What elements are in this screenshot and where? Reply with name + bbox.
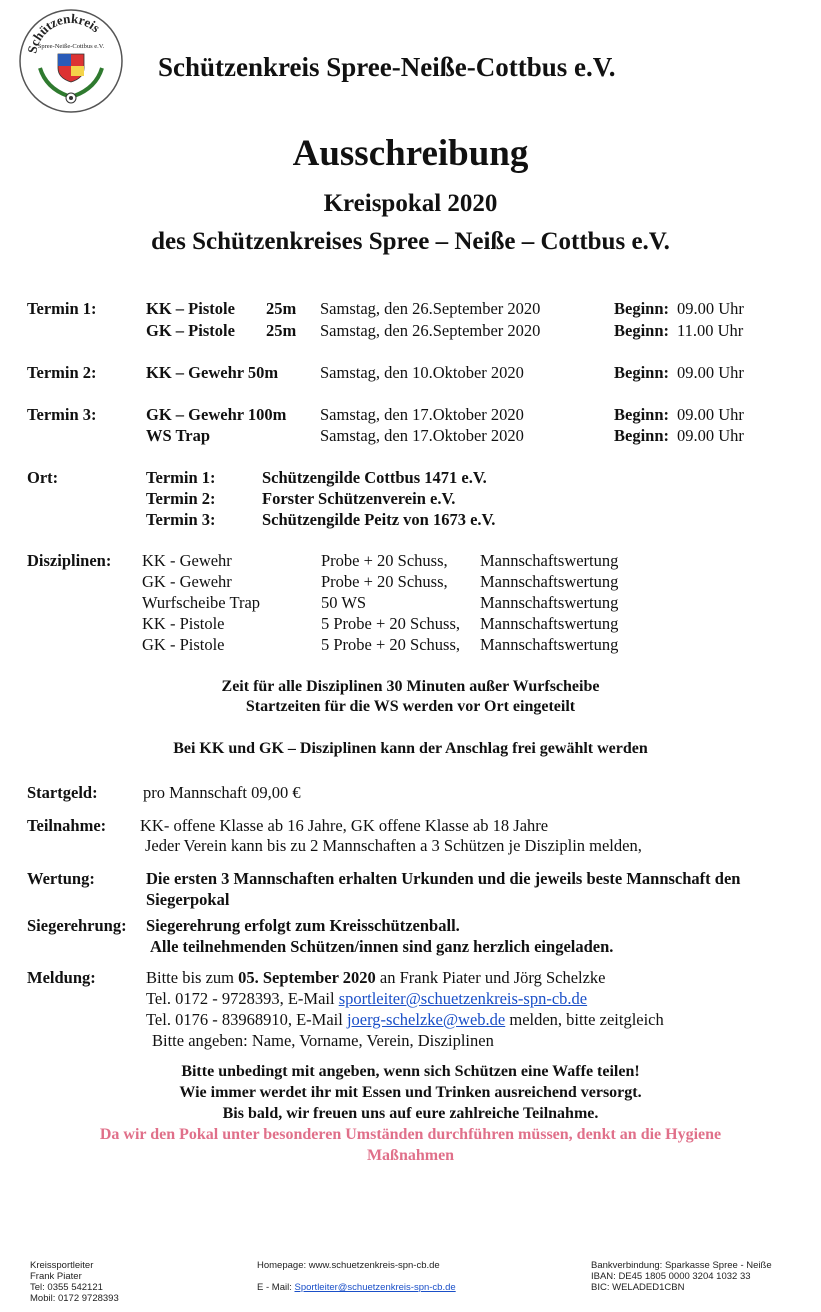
- hygiene-note-line2: Maßnahmen: [366, 1147, 455, 1164]
- footer-email-label: E - Mail:: [257, 1282, 295, 1293]
- meldung-line1: [146, 968, 606, 988]
- logo-sub-text: Spree-Neiße-Cottbus e.V.: [37, 43, 105, 50]
- subtitle-club: des Schützenkreises Spree – Neiße – Cottbus e.V.: [151, 228, 670, 255]
- closing-line3: Bis bald, wir freuen uns auf eure zahlreiche Teilnahme.: [222, 1105, 599, 1122]
- termin-label: Termin 1:: [27, 299, 97, 318]
- meldung-label: Meldung:: [27, 968, 96, 987]
- club-logo: [18, 8, 124, 114]
- ort-venue: Schützengilde Peitz von 1673 e.V.: [262, 510, 496, 529]
- begin-time: 11.00 Uhr: [677, 321, 744, 340]
- termin-date: Samstag, den 17.Oktober 2020: [320, 426, 524, 445]
- startgeld-value: pro Mannschaft 09,00 €: [143, 783, 301, 802]
- termin-distance: 25m: [266, 321, 297, 340]
- discipline-shots: Probe + 20 Schuss,: [321, 572, 448, 591]
- begin-time: 09.00 Uhr: [677, 426, 744, 445]
- discipline-mode: Mannschaftswertung: [480, 614, 619, 633]
- termin-label: Termin 2:: [27, 363, 97, 382]
- sportleiter-email-link[interactable]: sportleiter@schuetzenkreis-spn-cb.de: [338, 989, 588, 1008]
- teilnahme-label: Teilnahme:: [27, 816, 107, 835]
- discipline-mode: Mannschaftswertung: [480, 551, 619, 570]
- begin-label: Beginn:: [614, 426, 670, 445]
- logo-ring-text: Schützenkreis: [24, 10, 104, 55]
- footer-email-link[interactable]: Sportleiter@schuetzenkreis-spn-cb.de: [294, 1282, 456, 1293]
- wertung-line2: Siegerpokal: [146, 890, 230, 909]
- begin-label: Beginn:: [614, 405, 670, 424]
- disziplinen-label: Disziplinen:: [27, 551, 112, 570]
- teilnahme-line2: Jeder Verein kann bis zu 2 Mannschaften a 3 Schützen je Disziplin melden,: [145, 836, 642, 855]
- subtitle-cup: Kreispokal 2020: [323, 190, 498, 217]
- termin-discipline: WS Trap: [146, 426, 211, 445]
- footer-iban: IBAN: DE45 1805 0000 3204 1032 33: [591, 1271, 751, 1282]
- meldung-text: Tel. 0176 - 83968910, E-Mail: [146, 1010, 347, 1029]
- termin-date: Samstag, den 26.September 2020: [320, 299, 541, 318]
- termin-date: Samstag, den 17.Oktober 2020: [320, 405, 524, 424]
- termin-distance: 25m: [266, 299, 297, 318]
- closing-line1: Bitte unbedingt mit angeben, wenn sich Schützen eine Waffe teilen!: [181, 1063, 640, 1080]
- termin-date: Samstag, den 10.Oktober 2020: [320, 363, 524, 382]
- discipline-name: Wurfscheibe Trap: [142, 593, 261, 612]
- begin-time: 09.00 Uhr: [677, 363, 744, 382]
- teilnahme-line1: KK- offene Klasse ab 16 Jahre, GK offene Klasse ab 18 Jahre: [140, 816, 549, 835]
- ort-termin: Termin 1:: [146, 468, 216, 487]
- footer-mobile: Mobil: 0172 9728393: [30, 1293, 119, 1304]
- document-title: Ausschreibung: [292, 133, 529, 174]
- discipline-shots: 50 WS: [321, 593, 367, 612]
- meldung-text: Bitte bis zum: [146, 968, 239, 987]
- footer-name: Frank Piater: [30, 1271, 82, 1282]
- footer-bank: [591, 1260, 772, 1293]
- meldung-deadline: 05. September 2020: [238, 968, 376, 987]
- siegerehrung-line1: Siegerehrung erfolgt zum Kreisschützenball.: [146, 916, 460, 935]
- termin-discipline: GK – Gewehr 100m: [146, 405, 287, 424]
- meldung-line2: [146, 989, 587, 1009]
- meldung-line4: Bitte angeben: Name, Vorname, Verein, Disziplinen: [152, 1031, 494, 1050]
- position-note: Bei KK und GK – Disziplinen kann der Anschlag frei gewählt werden: [173, 740, 648, 757]
- discipline-mode: Mannschaftswertung: [480, 593, 619, 612]
- start-times-note: Startzeiten für die WS werden vor Ort eingeteilt: [245, 698, 576, 715]
- footer-homepage: Homepage: www.schuetzenkreis-spn-cb.de: [257, 1260, 440, 1271]
- schelzke-email-link[interactable]: joerg-schelzke@web.de: [346, 1010, 506, 1029]
- footer-bank-name: Bankverbindung: Sparkasse Spree - Neiße: [591, 1260, 772, 1271]
- footer-email: [257, 1282, 456, 1293]
- discipline-name: GK - Pistole: [142, 635, 225, 654]
- startgeld-label: Startgeld:: [27, 783, 98, 802]
- discipline-shots: 5 Probe + 20 Schuss,: [321, 614, 461, 633]
- begin-time: 09.00 Uhr: [677, 405, 744, 424]
- meldung-text: Tel. 0172 - 9728393, E-Mail: [146, 989, 339, 1008]
- discipline-shots: Probe + 20 Schuss,: [321, 551, 448, 570]
- discipline-name: KK - Gewehr: [142, 551, 232, 570]
- meldung-line3: [146, 1010, 664, 1030]
- ort-venue: Schützengilde Cottbus 1471 e.V.: [262, 468, 487, 487]
- meldung-text: an Frank Piater und Jörg Schelzke: [375, 968, 606, 987]
- siegerehrung-label: Siegerehrung:: [27, 916, 127, 935]
- footer-bic: BIC: WELADED1CBN: [591, 1282, 685, 1293]
- discipline-shots: 5 Probe + 20 Schuss,: [321, 635, 461, 654]
- termin-discipline: KK – Gewehr 50m: [146, 363, 279, 382]
- ort-termin: Termin 2:: [146, 489, 216, 508]
- termin-discipline: GK – Pistole: [146, 321, 235, 340]
- ort-venue: Forster Schützenverein e.V.: [262, 489, 456, 508]
- termin-discipline: KK – Pistole: [146, 299, 235, 318]
- wertung-line1: Die ersten 3 Mannschaften erhalten Urkunden und die jeweils beste Mannschaft den: [146, 869, 741, 888]
- termin-label: Termin 3:: [27, 405, 97, 424]
- begin-label: Beginn:: [614, 321, 670, 340]
- footer-role: Kreissportleiter: [30, 1260, 94, 1271]
- time-note: Zeit für alle Disziplinen 30 Minuten außer Wurfscheibe: [221, 678, 600, 695]
- footer-contact: [30, 1260, 119, 1304]
- closing-line2: Wie immer werdet ihr mit Essen und Trinken ausreichend versorgt.: [179, 1084, 642, 1101]
- begin-time: 09.00 Uhr: [677, 299, 744, 318]
- discipline-name: KK - Pistole: [142, 614, 225, 633]
- begin-label: Beginn:: [614, 363, 670, 382]
- begin-label: Beginn:: [614, 299, 670, 318]
- wertung-label: Wertung:: [27, 869, 95, 888]
- footer-phone: Tel: 0355 542121: [30, 1282, 103, 1293]
- organization-name: Schützenkreis Spree-Neiße-Cottbus e.V.: [158, 52, 616, 82]
- meldung-text: melden, bitte zeitgleich: [505, 1010, 664, 1029]
- hygiene-note-line1: Da wir den Pokal unter besonderen Umständen durchführen müssen, denkt an die Hygiene: [99, 1126, 722, 1143]
- termin-date: Samstag, den 26.September 2020: [320, 321, 541, 340]
- discipline-name: GK - Gewehr: [142, 572, 232, 591]
- discipline-mode: Mannschaftswertung: [480, 635, 619, 654]
- ort-termin: Termin 3:: [146, 510, 216, 529]
- siegerehrung-line2: Alle teilnehmenden Schützen/innen sind ganz herzlich eingeladen.: [150, 937, 614, 956]
- discipline-mode: Mannschaftswertung: [480, 572, 619, 591]
- ort-label: Ort:: [27, 468, 59, 487]
